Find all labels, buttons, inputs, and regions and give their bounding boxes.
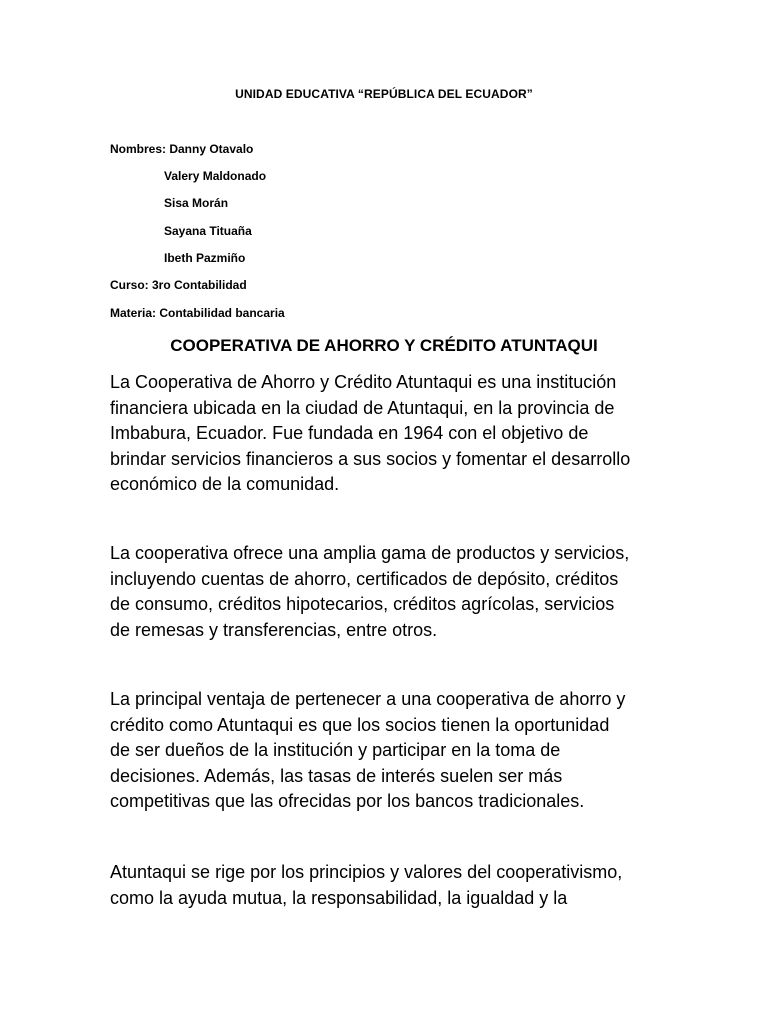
paragraph-line: incluyendo cuentas de ahorro, certificados de depósito, créditos: [110, 568, 619, 589]
school-name: UNIDAD EDUCATIVA “REPÚBLICA DEL ECUADOR”: [235, 87, 533, 101]
paragraph-line: Atuntaqui se rige por los principios y valores del cooperativismo,: [110, 862, 623, 882]
student-name: Sisa Morán: [164, 196, 229, 210]
paragraph-line: financiera ubicada en la ciudad de Atuntaqui, en la provincia de: [110, 397, 615, 418]
student-name: Valery Maldonado: [164, 169, 267, 183]
paragraph-1: [110, 370, 670, 498]
paragraph-line: crédito como Atuntaqui es que los socios tienen la oportunidad: [110, 714, 610, 735]
names-label: Nombres: Danny Otavalo: [110, 142, 254, 156]
paragraph-line: La principal ventaja de pertenecer a una cooperativa de ahorro y: [110, 689, 626, 709]
course-line: Curso: 3ro Contabilidad: [110, 278, 247, 292]
paragraph-line: de remesas y transferencias, entre otros.: [110, 619, 438, 640]
paragraph-line: competitivas que las ofrecidas por los bancos tradicionales.: [110, 791, 585, 811]
paragraph-line: de consumo, créditos hipotecarios, créditos agrícolas, servicios: [110, 594, 615, 614]
student-name: Sayana Tituaña: [164, 224, 252, 238]
paragraph-line: La Cooperativa de Ahorro y Crédito Atuntaqui es una institución: [110, 372, 617, 392]
subject-line: Materia: Contabilidad bancaria: [110, 306, 285, 320]
document-title: COOPERATIVA DE AHORRO Y CRÉDITO ATUNTAQUI: [170, 336, 598, 355]
paragraph-3: [110, 687, 670, 815]
paragraph-line: brindar servicios financieros a sus socios y fomentar el desarrollo: [110, 448, 631, 469]
paragraph-line: como la ayuda mutua, la responsabilidad, la igualdad y la: [110, 887, 568, 908]
paragraph-4: [110, 860, 670, 911]
paragraph-line: de ser dueños de la institución y participar en la toma de: [110, 740, 561, 760]
paragraph-line: Imbabura, Ecuador. Fue fundada en 1964 con el objetivo de: [110, 423, 589, 443]
paragraph-line: decisiones. Además, las tasas de interés suelen ser más: [110, 765, 563, 786]
paragraph-line: La cooperativa ofrece una amplia gama de productos y servicios,: [110, 543, 630, 563]
paragraph-line: económico de la comunidad.: [110, 474, 340, 494]
student-name: Ibeth Pazmiño: [164, 251, 246, 265]
paragraph-2: [110, 541, 670, 643]
